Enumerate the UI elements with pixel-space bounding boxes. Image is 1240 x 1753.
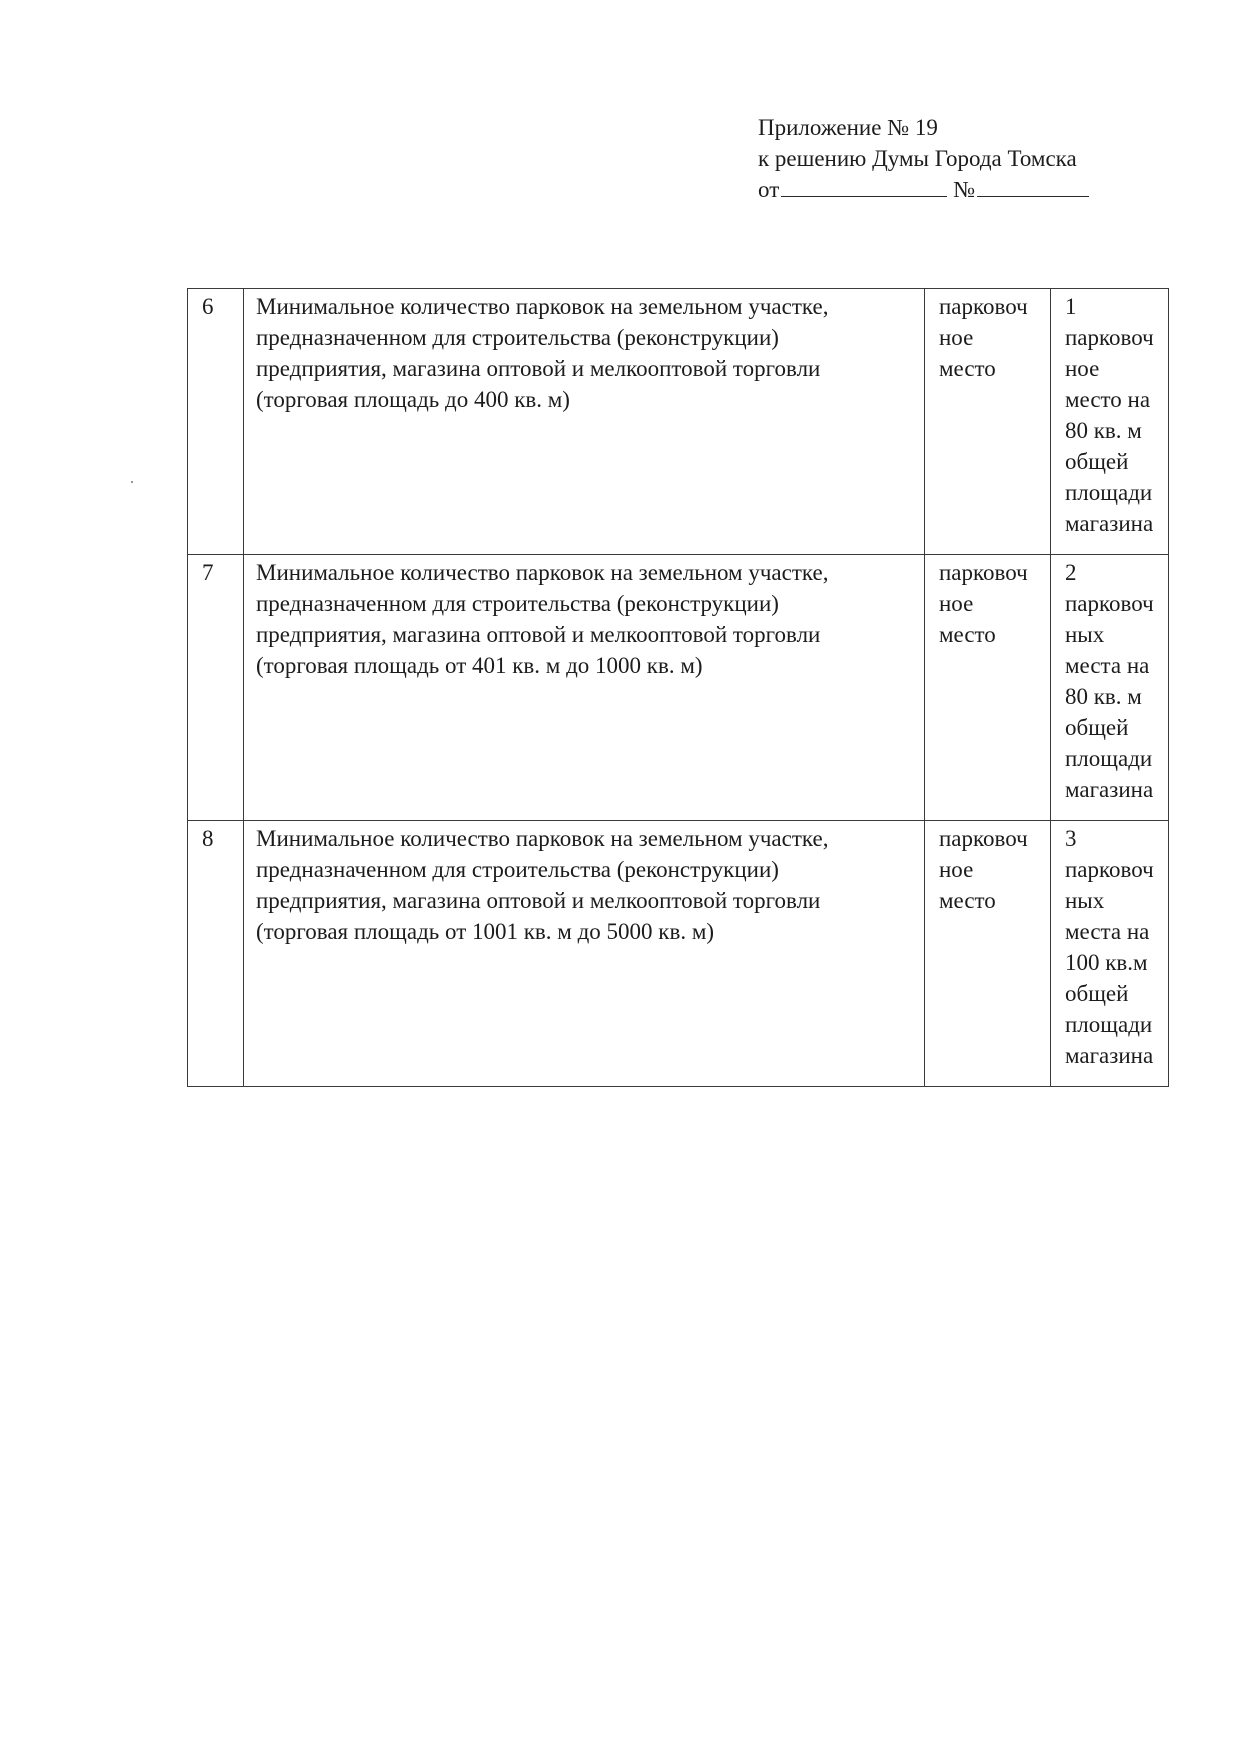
row-number: 6 [188,289,244,555]
row-unit: парковоч ное место [925,555,1051,821]
number-prefix: № [953,177,976,202]
row-description: Минимальное количество парковок на земельном участке, предназначенном для строительства (реконструкции) предприятия, магазина оптовой и мелкооптовой торговли (торговая площадь до 400 кв. м) [244,289,925,555]
appendix-title: Приложение № 19 [758,115,938,140]
row-description: Минимальное количество парковок на земельном участке, предназначенном для строительства (реконструкции) предприятия, магазина оптовой и мелкооптовой торговли (торговая площадь от 1001 кв. м до 5000 кв. м) [244,821,925,1087]
appendix-decision-ref: к решению Думы Города Томска [758,146,1077,171]
appendix-header [758,112,1089,205]
scan-speck [131,481,133,483]
table-row [188,289,1169,555]
row-number: 7 [188,555,244,821]
row-description: Минимальное количество парковок на земельном участке, предназначенном для строительства (реконструкции) предприятия, магазина оптовой и мелкооптовой торговли (торговая площадь от 401 кв. м до 1000 кв. м) [244,555,925,821]
row-norm: 2 парковоч ных места на 80 кв. м общей площади магазина [1051,555,1169,821]
number-blank [977,178,1089,197]
date-prefix: от [758,177,780,202]
appendix-date-number-line [758,174,1089,205]
row-number: 8 [188,821,244,1087]
table-row [188,821,1169,1087]
row-norm: 1 парковоч ное место на 80 кв. м общей площади магазина [1051,289,1169,555]
parking-norms-table [187,288,1169,1087]
table-row [188,555,1169,821]
row-norm: 3 парковоч ных места на 100 кв.м общей площади магазина [1051,821,1169,1087]
row-unit: парковоч ное место [925,289,1051,555]
row-unit: парковоч ное место [925,821,1051,1087]
date-blank [781,178,947,197]
